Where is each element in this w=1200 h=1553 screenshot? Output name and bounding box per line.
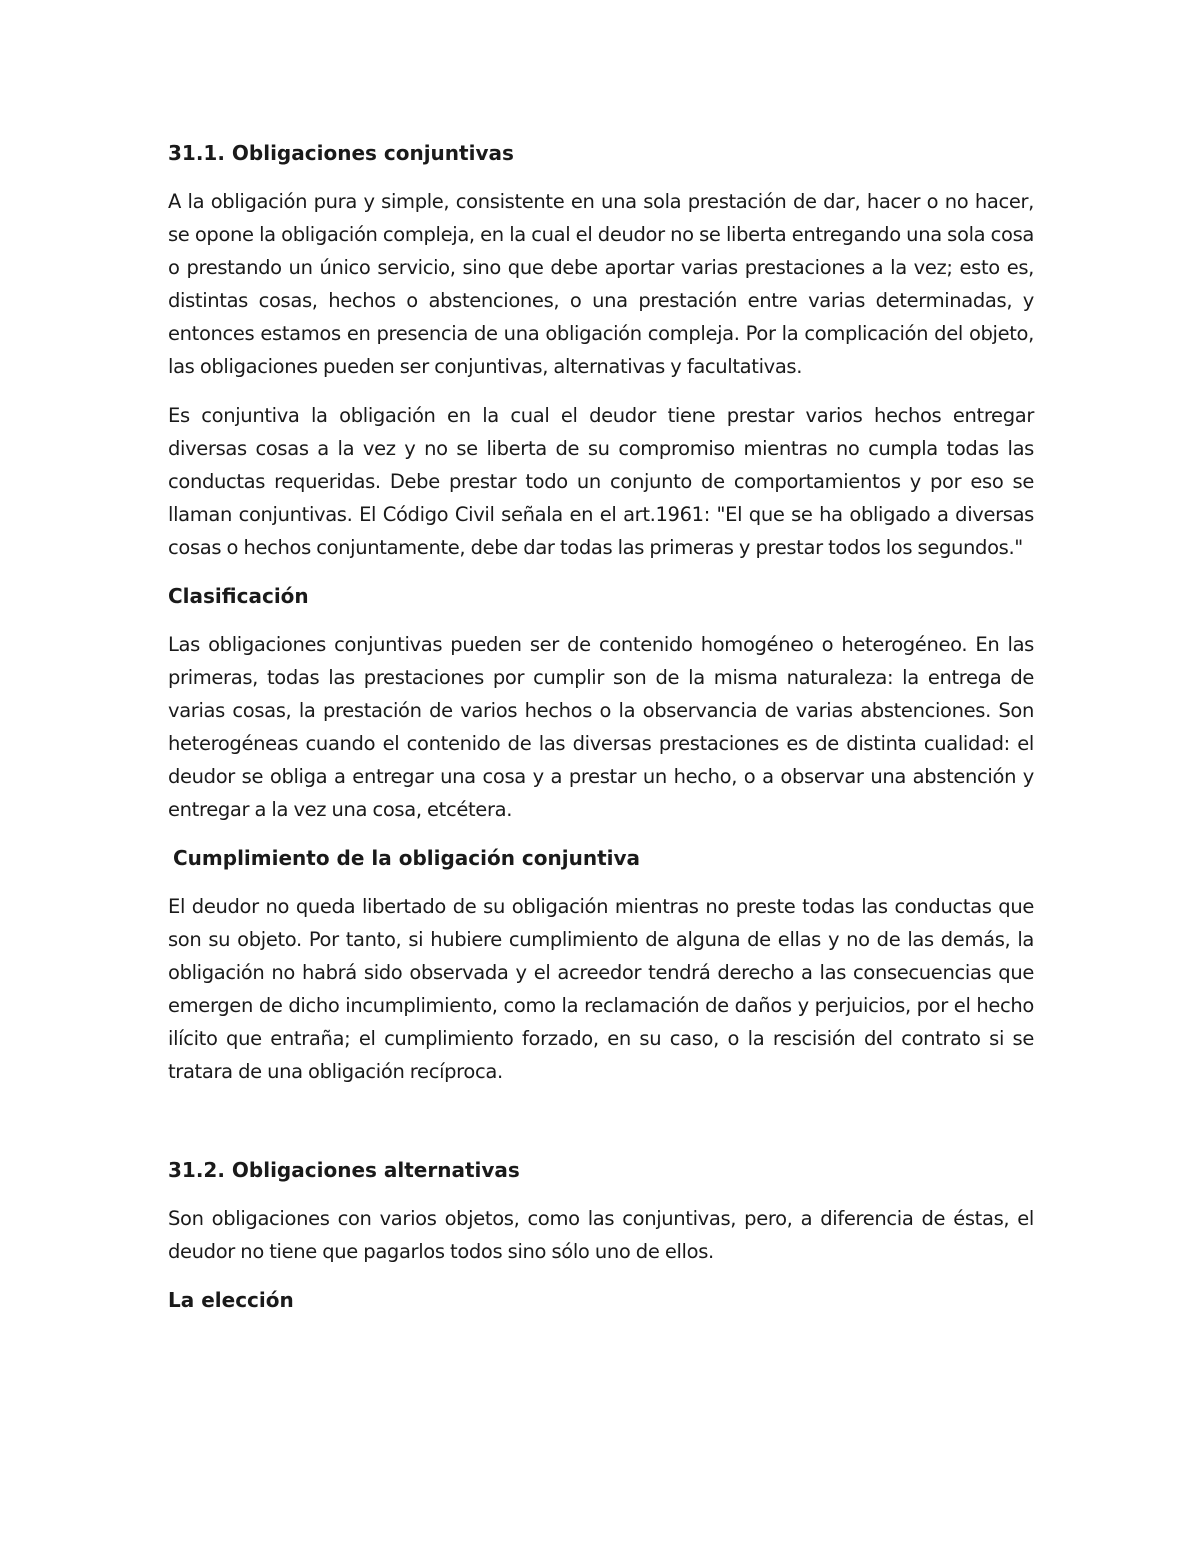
paragraph-alternativas: Son obligaciones con varios objetos, como las conjuntivas, pero, a diferencia de éstas, el deudor no tiene que pagarlos todos sino sólo uno de ellos. bbox=[168, 1207, 1034, 1263]
subheading-clasificacion: Clasificación bbox=[168, 584, 309, 608]
paragraph-definicion-conjuntiva: Es conjuntiva la obligación en la cual el deudor tiene prestar varios hechos entregar diversas cosas a la vez y no se liberta de su compromiso mientras no cumpla todas las conductas requeridas. Debe prestar todo un conjunto de comportamientos y por eso se llaman conjuntivas. El Código Civil señala en el art.1961: "El que se ha obligado a diversas cosas o hechos conjuntamente, debe dar todas las primeras y prestar todos los segundos." bbox=[168, 404, 1034, 559]
paragraph-cumplimiento: El deudor no queda libertado de su obligación mientras no preste todas las conductas que son su objeto. Por tanto, si hubiere cumplimiento de alguna de ellas y no de las demás, la obligación no habrá sido observada y el acreedor tendrá derecho a las consecuencias que emergen de dicho incumplimiento, como la reclamación de daños y perjuicios, por el hecho ilícito que entraña; el cumplimiento forzado, en su caso, o la rescisión del contrato si se tratara de una obligación recíproca. bbox=[168, 895, 1034, 1083]
section-heading-obligaciones-conjuntivas: 31.1. Obligaciones conjuntivas bbox=[168, 141, 514, 165]
subheading-cumplimiento: Cumplimiento de la obligación conjuntiva bbox=[173, 846, 641, 870]
section-heading-obligaciones-alternativas: 31.2. Obligaciones alternativas bbox=[168, 1158, 520, 1182]
document-page bbox=[168, 137, 1034, 1317]
paragraph-obligacion-compleja: A la obligación pura y simple, consistente en una sola prestación de dar, hacer o no hacer, se opone la obligación compleja, en la cual el deudor no se liberta entregando una sola cosa o prestando un único servicio, sino que debe aportar varias prestaciones a la vez; esto es, distintas cosas, hechos o abstenciones, o una prestación entre varias determinadas, y entonces estamos en presencia de una obligación compleja. Por la complicación del objeto, las obligaciones pueden ser conjuntivas, alternativas y facultativas. bbox=[168, 190, 1034, 378]
paragraph-clasificacion: Las obligaciones conjuntivas pueden ser de contenido homogéneo o heterogéneo. En las primeras, todas las prestaciones por cumplir son de la misma naturaleza: la entrega de varias cosas, la prestación de varios hechos o la observancia de varias abstenciones. Son heterogéneas cuando el contenido de las diversas prestaciones es de distinta cualidad: el deudor se obliga a entregar una cosa y a prestar un hecho, o a observar una abstención y entregar a la vez una cosa, etcétera. bbox=[168, 633, 1034, 821]
subheading-la-eleccion: La elección bbox=[168, 1288, 294, 1312]
